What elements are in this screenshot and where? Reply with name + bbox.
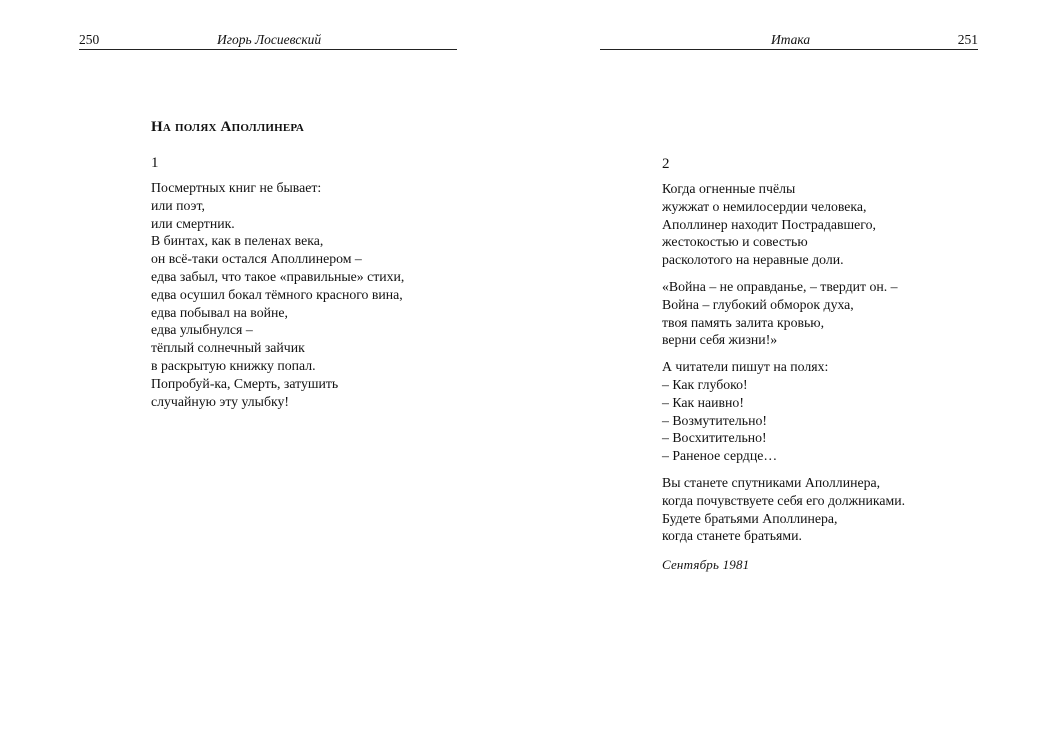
author-running-head: Игорь Лосиевский	[217, 32, 322, 47]
poem-line: тёплый солнечный зайчик	[151, 340, 305, 356]
poem-line: когда станете братьями.	[662, 528, 802, 544]
page-number: 250	[79, 32, 100, 47]
poem-line: жужжат о немилосердии человека,	[662, 198, 867, 214]
poem-line: расколотого на неравные доли.	[662, 252, 844, 268]
poem-line: случайную эту улыбку!	[151, 393, 289, 409]
poem-line: едва осушил бокал тёмного красного вина,	[151, 286, 403, 302]
left-running-head	[79, 31, 457, 50]
left-page	[0, 0, 526, 744]
poem-line: – Как наивно!	[662, 394, 744, 410]
poem-line: – Восхитительно!	[662, 430, 767, 446]
right-running-head	[600, 31, 978, 50]
poem-line: он всё-таки остался Аполлинером –	[151, 251, 362, 267]
poem-line: когда почувствуете себя его должниками.	[662, 492, 906, 508]
poem-line: твоя память залита кровью,	[662, 314, 825, 330]
poem-line: Будете братьями Аполлинера,	[662, 510, 838, 526]
poem-line: – Как глубоко!	[662, 376, 748, 392]
stanza	[662, 474, 992, 545]
left-text-block	[151, 118, 481, 419]
poem-date: Сентябрь 1981	[662, 557, 750, 573]
poem-line: или смертник.	[151, 215, 235, 231]
poem-line: в раскрытую книжку попал.	[151, 357, 316, 373]
poem-line: Посмертных книг не бывает:	[151, 180, 322, 195]
section-running-head: Итака	[771, 32, 811, 47]
poem-line: – Возмутительно!	[662, 412, 767, 428]
poem-line: «Война – не оправданье, – твердит он. –	[662, 278, 898, 294]
page-number: 251	[957, 32, 978, 47]
poem-line: Война – глубокий обморок духа,	[662, 296, 854, 312]
right-text-block	[662, 155, 992, 574]
stanza	[662, 180, 992, 269]
poem-line: Аполлинер находит Пострадавшего,	[662, 216, 876, 232]
stanza	[662, 358, 992, 465]
stanza	[662, 278, 992, 349]
poem-line: едва улыбнулся –	[151, 322, 253, 338]
poem-line: или поэт,	[151, 197, 205, 213]
poem-line: Вы станете спутниками Аполлинера,	[662, 474, 881, 490]
right-page	[527, 0, 1053, 744]
poem-line: верни себя жизни!»	[662, 332, 778, 348]
poem-line: Когда огненные пчёлы	[662, 181, 796, 196]
poem-line: Попробуй-ка, Смерть, затушить	[151, 375, 339, 391]
poem-title: На полях Аполлинера	[151, 119, 305, 135]
section-number: 2	[662, 156, 670, 172]
poem-line: едва побывал на войне,	[151, 304, 288, 320]
poem-line: – Раненое сердце…	[662, 448, 778, 464]
poem-line: жестокостью и совестью	[662, 234, 808, 250]
section-number: 1	[151, 155, 159, 171]
stanza	[151, 179, 481, 410]
poem-line: А читатели пишут на полях:	[662, 359, 829, 375]
poem-line: В бинтах, как в пеленах века,	[151, 233, 324, 249]
poem-line: едва забыл, что такое «правильные» стихи,	[151, 268, 405, 284]
